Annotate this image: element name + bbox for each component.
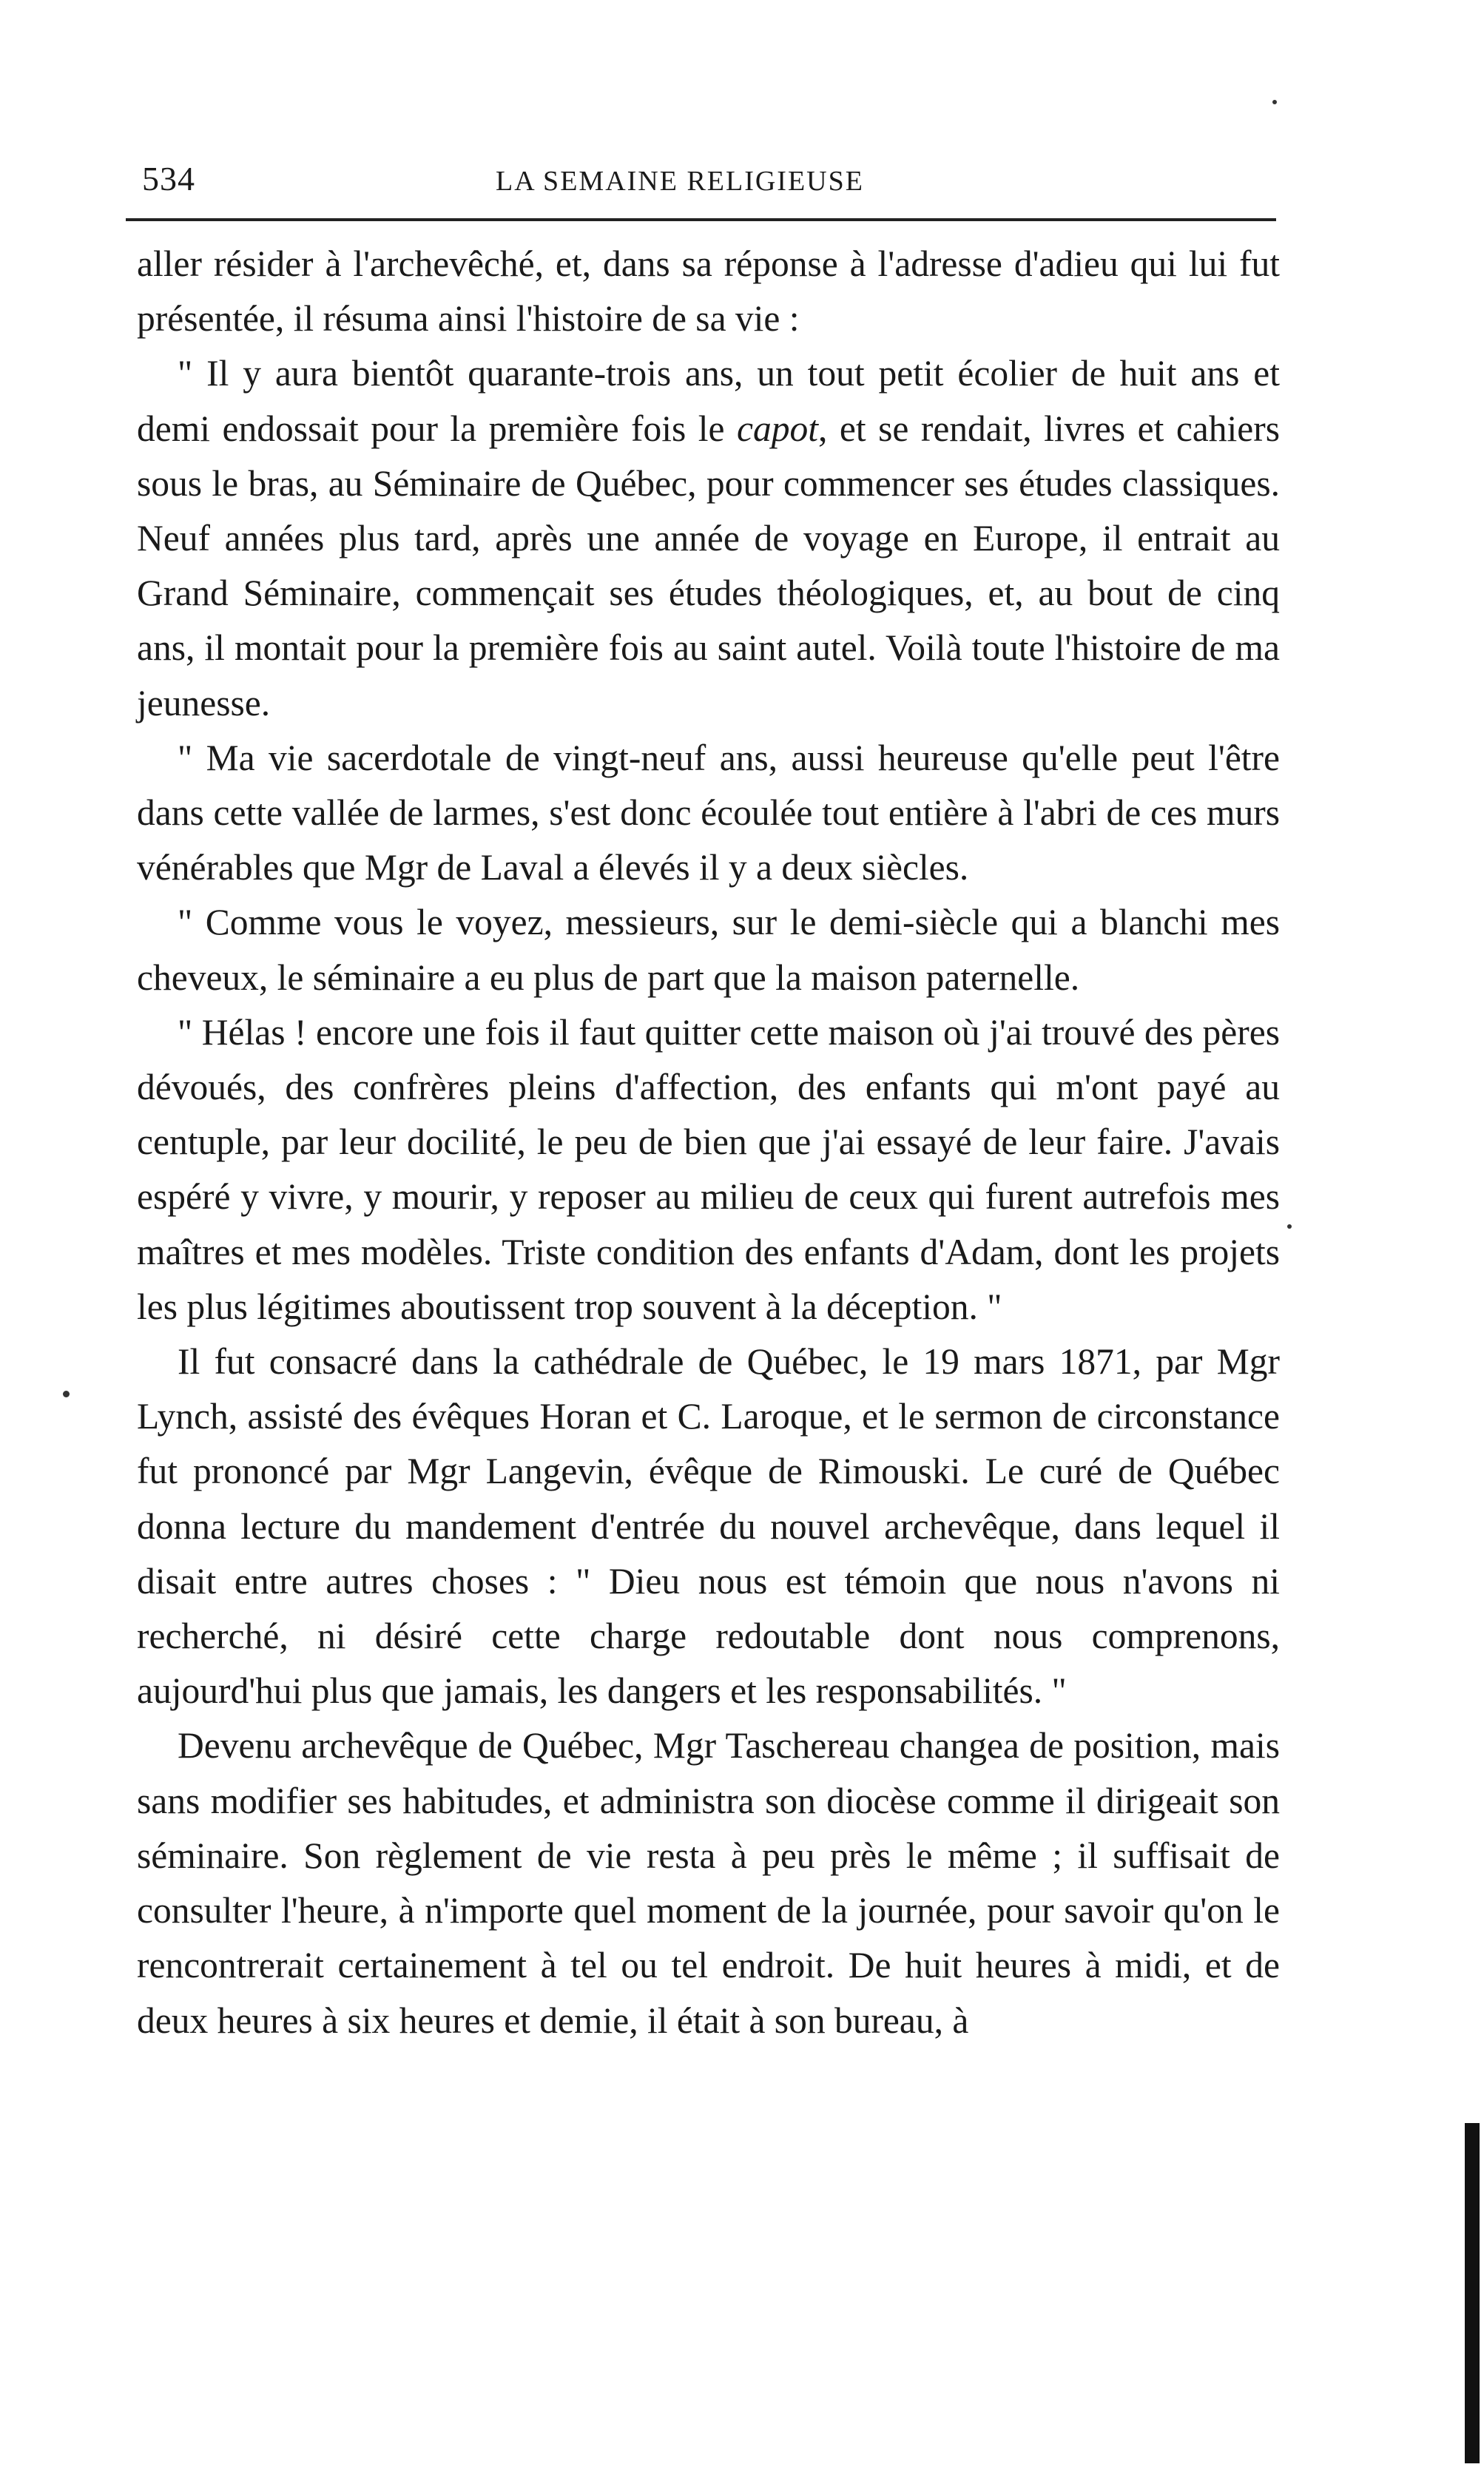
paragraph-3: " Ma vie sacerdotale de vingt-neuf ans, aussi heureuse qu'elle peut l'être dans cette vallée de larmes, s'est donc écoulée tout entière à l'abri de ces murs vénérables que Mgr de Laval a élevés il y a deux siècles. — [137, 737, 1280, 888]
paragraph-2: " Il y aura bientôt quarante-trois ans, un tout petit écolier de huit ans et demi endossait pour la première fois le capot, et se rendait, livres et cahiers sous le bras, au Séminaire de Québec, pour commencer ses études classiques. Neuf années plus tard, après une année de voyage en Europe, il entrait au Grand Séminaire, commençait ses études théologiques, et, au bout de cinq ans, il montait pour la première fois au saint autel. Voilà toute l'histoire de ma jeunesse. — [137, 353, 1280, 723]
header-rule — [126, 218, 1276, 221]
paragraph-4: " Comme vous le voyez, messieurs, sur le demi-siècle qui a blanchi mes cheveux, le séminaire a eu plus de part que la maison paternelle. — [137, 902, 1280, 998]
scan-speck — [63, 1391, 70, 1397]
running-title: LA SEMAINE RELIGIEUSE — [496, 166, 864, 197]
paragraph-5: " Hélas ! encore une fois il faut quitter cette maison où j'ai trouvé des pères dévoués, des confrères pleins d'affection, des enfants qui m'ont payé au centuple, par leur docilité, le peu de bien que j'ai essayé de leur faire. J'avais espéré y vivre, y mourir, y reposer au milieu de ceux qui furent autrefois mes maîtres et mes modèles. Triste condition des enfants d'Adam, dont les projets les plus légitimes aboutissent trop souvent à la déception. " — [137, 1011, 1280, 1327]
paragraph-6: Il fut consacré dans la cathédrale de Québec, le 19 mars 1871, par Mgr Lynch, assisté des évêques Horan et C. Laroque, et le sermon de circonstance fut prononcé par Mgr Langevin, évêque de Rimouski. Le curé de Québec donna lecture du mandement d'entrée du nouvel archevêque, dans lequel il disait entre autres choses : " Dieu nous est témoin que nous n'avons ni recherché, ni désiré cette charge redoutable dont nous comprenons, aujourd'hui plus que jamais, les dangers et les responsabilités. " — [137, 1341, 1280, 1712]
scan-edge-mark — [1465, 2123, 1480, 2463]
italic-word: capot — [737, 408, 818, 449]
scan-speck — [1287, 1224, 1292, 1229]
page-header — [126, 159, 1276, 211]
paragraph-1: aller résider à l'archevêché, et, dans sa réponse à l'adresse d'adieu qui lui fut présentée, il résuma ainsi l'histoire de sa vie : — [137, 243, 1280, 340]
body-text — [137, 237, 1280, 2048]
page-number: 534 — [142, 160, 195, 198]
paragraph-7: Devenu archevêque de Québec, Mgr Taschereau changea de position, mais sans modifier ses habitudes, et administra son diocèse comme il dirigeait son séminaire. Son règlement de vie resta à peu près le même ; il suffisait de consulter l'heure, à n'importe quel moment de la journée, pour savoir qu'on le rencontrerait certainement à tel ou tel endroit. De huit heures à midi, et de deux heures à six heures et demie, il était à son bureau, à — [137, 1725, 1280, 2041]
scan-speck — [1272, 100, 1277, 104]
